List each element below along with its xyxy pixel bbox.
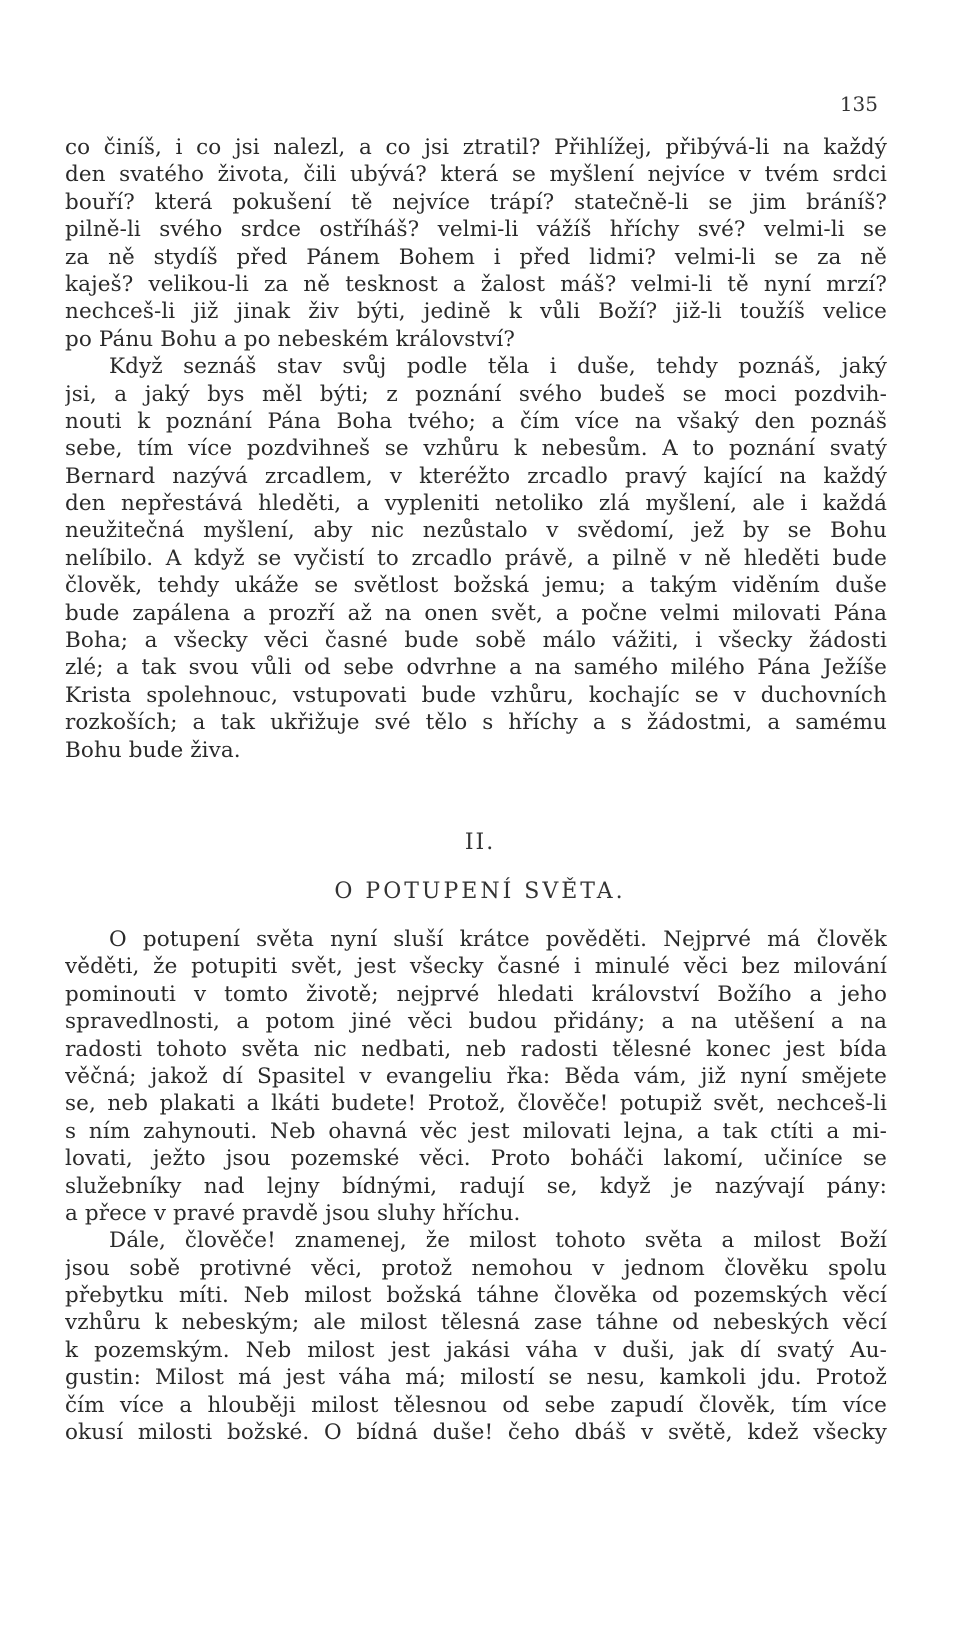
text-line: věděti, že potupiti svět, jest všecky časné i minulé věci bez milování xyxy=(65,954,887,980)
text-line: Bohu bude živa. xyxy=(65,737,241,763)
text-line: Když seznáš stav svůj podle těla i duše, tehdy poznáš, jaký xyxy=(109,354,887,380)
text-line: co činíš, i co jsi nalezl, a co jsi ztratil? Přihlížej, přibývá-li na každý xyxy=(65,135,887,160)
text-line: k pozemským. Neb milost jest jakási váha v duši, jak dí svatý Au- xyxy=(65,1337,887,1363)
text-block-top xyxy=(65,134,887,764)
text-line: gustin: Milost má jest váha má; milostí se nesu, kamkoli jdu. Protož xyxy=(65,1365,887,1391)
paragraph-1 xyxy=(65,134,887,353)
text-line: nelíbilo. A když se vyčistí to zrcadlo právě, a pilně v ně hleděti bude xyxy=(65,545,887,571)
text-line: sebe, tím více pozdvihneš se vzhůru k nebesům. A to poznání svatý xyxy=(65,436,887,462)
text-line: za ně stydíš před Pánem Bohem i před lidmi? velmi-li se za ně xyxy=(65,244,887,270)
paragraph-3 xyxy=(65,926,887,1227)
text-line: nouti k poznání Pána Boha tvého; a čím více na všaký den poznáš xyxy=(65,408,887,434)
text-line: nechceš-li již jinak živ býti, jedině k vůli Boží? již-li toužíš velice xyxy=(65,299,887,325)
text-line: služebníky nad lejny bídnými, radují se, když je nazývají pány: xyxy=(65,1173,887,1199)
text-line: rozkoších; a tak ukřižuje své tělo s hříchy a s žádostmi, a samému xyxy=(65,710,887,736)
paragraph-2 xyxy=(65,353,887,764)
chapter-title: O POTUPENÍ SVĚTA. xyxy=(334,879,626,904)
text-line: neužitečná myšlení, aby nic nezůstalo v svědomí, jež by se Bohu xyxy=(65,518,887,544)
text-line: a přece v pravé pravdě jsou sluhy hříchu. xyxy=(65,1200,521,1226)
text-line: den nepřestává hleděti, a vypleniti netoliko zlá myšlení, ale i každá xyxy=(65,491,887,517)
text-line: spravedlnosti, a potom jiné věci budou přidány; a na utěšení a na xyxy=(65,1009,887,1035)
page-number: 135 xyxy=(839,92,878,116)
text-line: zlé; a tak svou vůli od sebe odvrhne a na samého milého Pána Ježíše xyxy=(65,655,887,681)
text-line: lovati, ježto jsou pozemské věci. Proto boháči lakomí, učiníce se xyxy=(65,1146,887,1172)
chapter-number: II. xyxy=(464,830,496,855)
text-line: den svatého života, čili ubývá? která se myšlení nejvíce v tvém srdci xyxy=(65,162,887,188)
text-line: O potupení světa nyní sluší krátce pověděti. Nejprvé má člověk xyxy=(109,927,887,952)
text-line: se, neb plakati a lkáti budete! Protož, člověče! potupiž svět, nechceš-li xyxy=(65,1091,887,1117)
text-line: Bernard nazývá zrcadlem, v kteréžto zrcadlo pravý kající na každý xyxy=(65,463,887,489)
text-line: po Pánu Bohu a po nebeském království? xyxy=(65,326,516,352)
text-line: přebytku míti. Neb milost božská táhne člověka od pozemských věcí xyxy=(65,1283,887,1309)
text-line: věčná; jakož dí Spasitel v evangeliu řka: Běda vám, již nyní smějete xyxy=(65,1063,887,1089)
text-line: jsi, a jaký bys měl býti; z poznání svého budeš se moci pozdvih- xyxy=(65,381,887,407)
text-line: okusí milosti božské. O bídná duše! čeho dbáš v světě, kdež všecky xyxy=(65,1420,887,1446)
text-line: Dále, člověče! znamenej, že milost tohoto světa a milost Boží xyxy=(109,1228,887,1254)
text-block-bottom xyxy=(65,926,887,1446)
text-line: vzhůru k nebeským; ale milost tělesná zase táhne od nebeských věcí xyxy=(65,1310,887,1336)
paragraph-4 xyxy=(65,1227,887,1446)
text-line: Boha; a všecky věci časné bude sobě málo vážiti, i všecky žádosti xyxy=(65,628,887,654)
text-line: Krista spolehnouc, vstupovati bude vzhůru, kochajíc se v duchovních xyxy=(65,682,887,708)
text-line: bouří? která pokušení tě nejvíce trápí? statečně-li se jim bráníš? xyxy=(65,189,887,215)
text-line: pominouti v tomto životě; nejprvé hledati království Božího a jeho xyxy=(65,981,887,1007)
text-line: čím více a hlouběji milost tělesnou od sebe zapudí člověk, tím více xyxy=(65,1392,887,1418)
text-line: bude zapálena a prozří až na onen svět, a počne velmi milovati Pána xyxy=(65,600,887,626)
text-line: kaješ? velikou-li za ně tesknost a žalost máš? velmi-li tě nyní mrzí? xyxy=(65,271,887,297)
text-line: radosti tohoto světa nic nedbati, neb radosti tělesné konec jest bída xyxy=(65,1036,887,1062)
text-line: jsou sobě protivné věci, protož nemohou v jednom člověku spolu xyxy=(65,1255,887,1281)
text-line: s ním zahynouti. Neb ohavná věc jest milovati lejna, a tak ctíti a mi- xyxy=(65,1118,887,1144)
text-line: člověk, tehdy ukáže se světlost božská jemu; a takým viděním duše xyxy=(65,573,887,599)
text-line: pilně-li svého srdce ostříháš? velmi-li vážíš hříchy své? velmi-li se xyxy=(65,217,887,243)
